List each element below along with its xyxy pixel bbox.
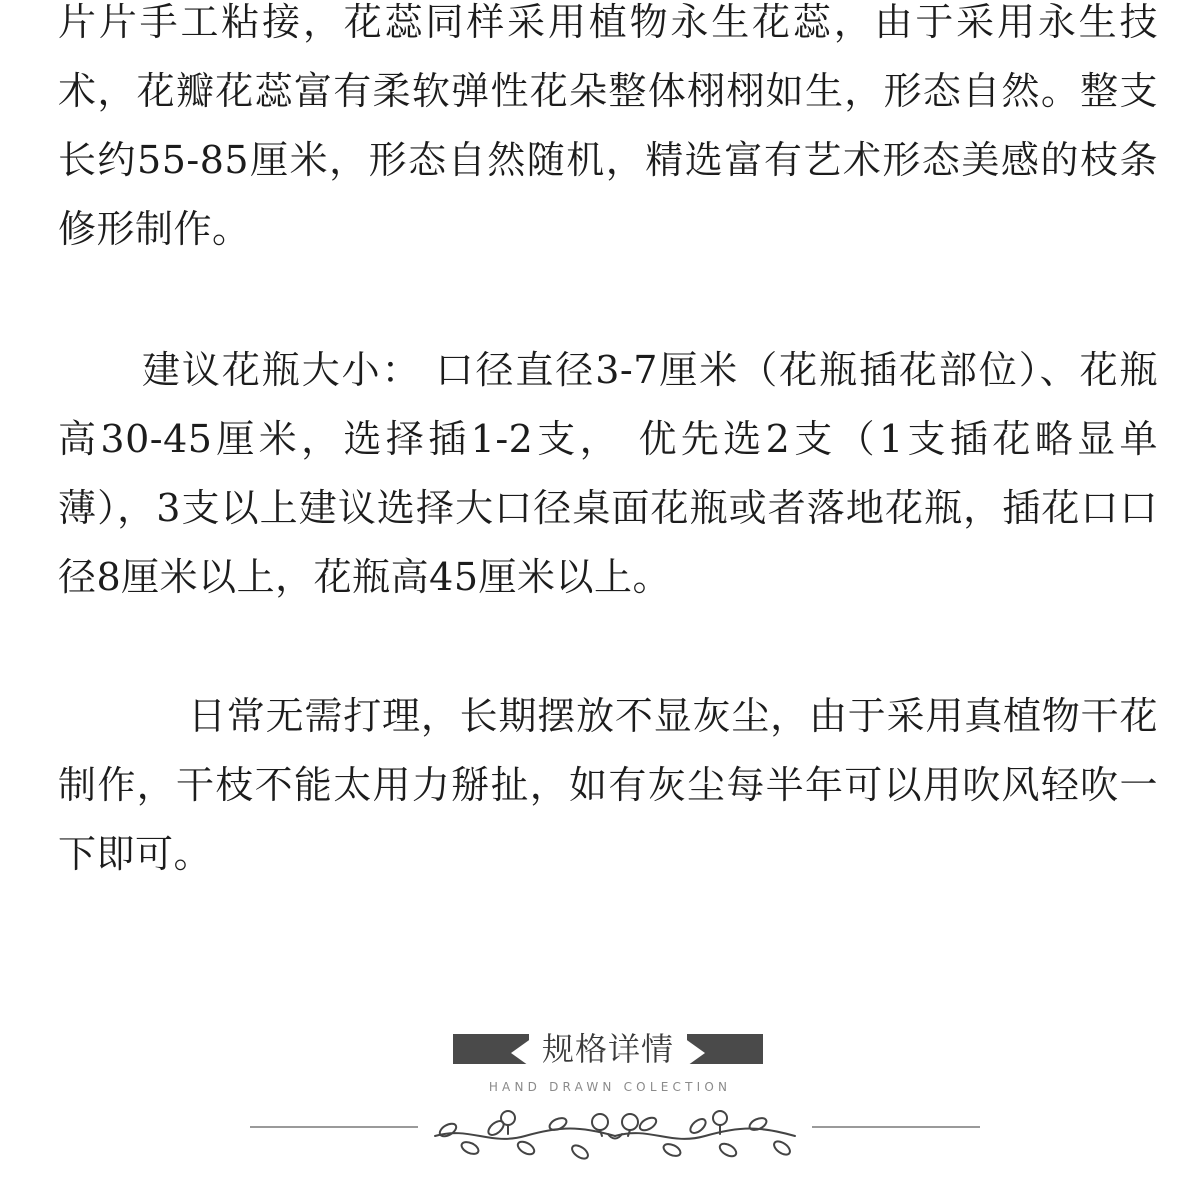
header-bar-left	[453, 1034, 529, 1064]
chevron-left-icon	[511, 1038, 532, 1068]
section-title: 规格详情	[541, 1030, 674, 1068]
care-paragraph: 日常无需打理，长期摆放不显灰尘，由于采用真植物干花制作，干枝不能太用力掰扯，如有灰尘每半年可以用吹风轻吹一下即可。	[58, 694, 1158, 876]
description-paragraph-1: 片片手工粘接，花蕊同样采用植物永生花蕊，由于采用永生技术，花瓣花蕊富有柔软弹性花朵整体栩栩如生，形态自然。整支长约55-85厘米，形态自然随机，精选富有艺术形态美感的枝条修形制作。	[58, 0, 1158, 251]
header-bar-right	[687, 1034, 763, 1064]
divider-right	[812, 1126, 980, 1128]
vase-size-paragraph: 建议花瓶大小： 口径直径3-7厘米（花瓶插花部位）、花瓶高30-45厘米，选择插1-2支， 优先选2支（1支插花略显单薄），3支以上建议选择大口径桌面花瓶或者落地花瓶，插花口口径8厘米以上，花瓶高45厘米以上。	[58, 348, 1158, 599]
chevron-right-icon	[684, 1038, 705, 1068]
floral-vine-icon	[430, 1100, 800, 1180]
divider-left	[250, 1126, 418, 1128]
section-subtitle: HAND DRAWN COLECTION	[488, 1080, 732, 1094]
section-header	[450, 1030, 766, 1068]
